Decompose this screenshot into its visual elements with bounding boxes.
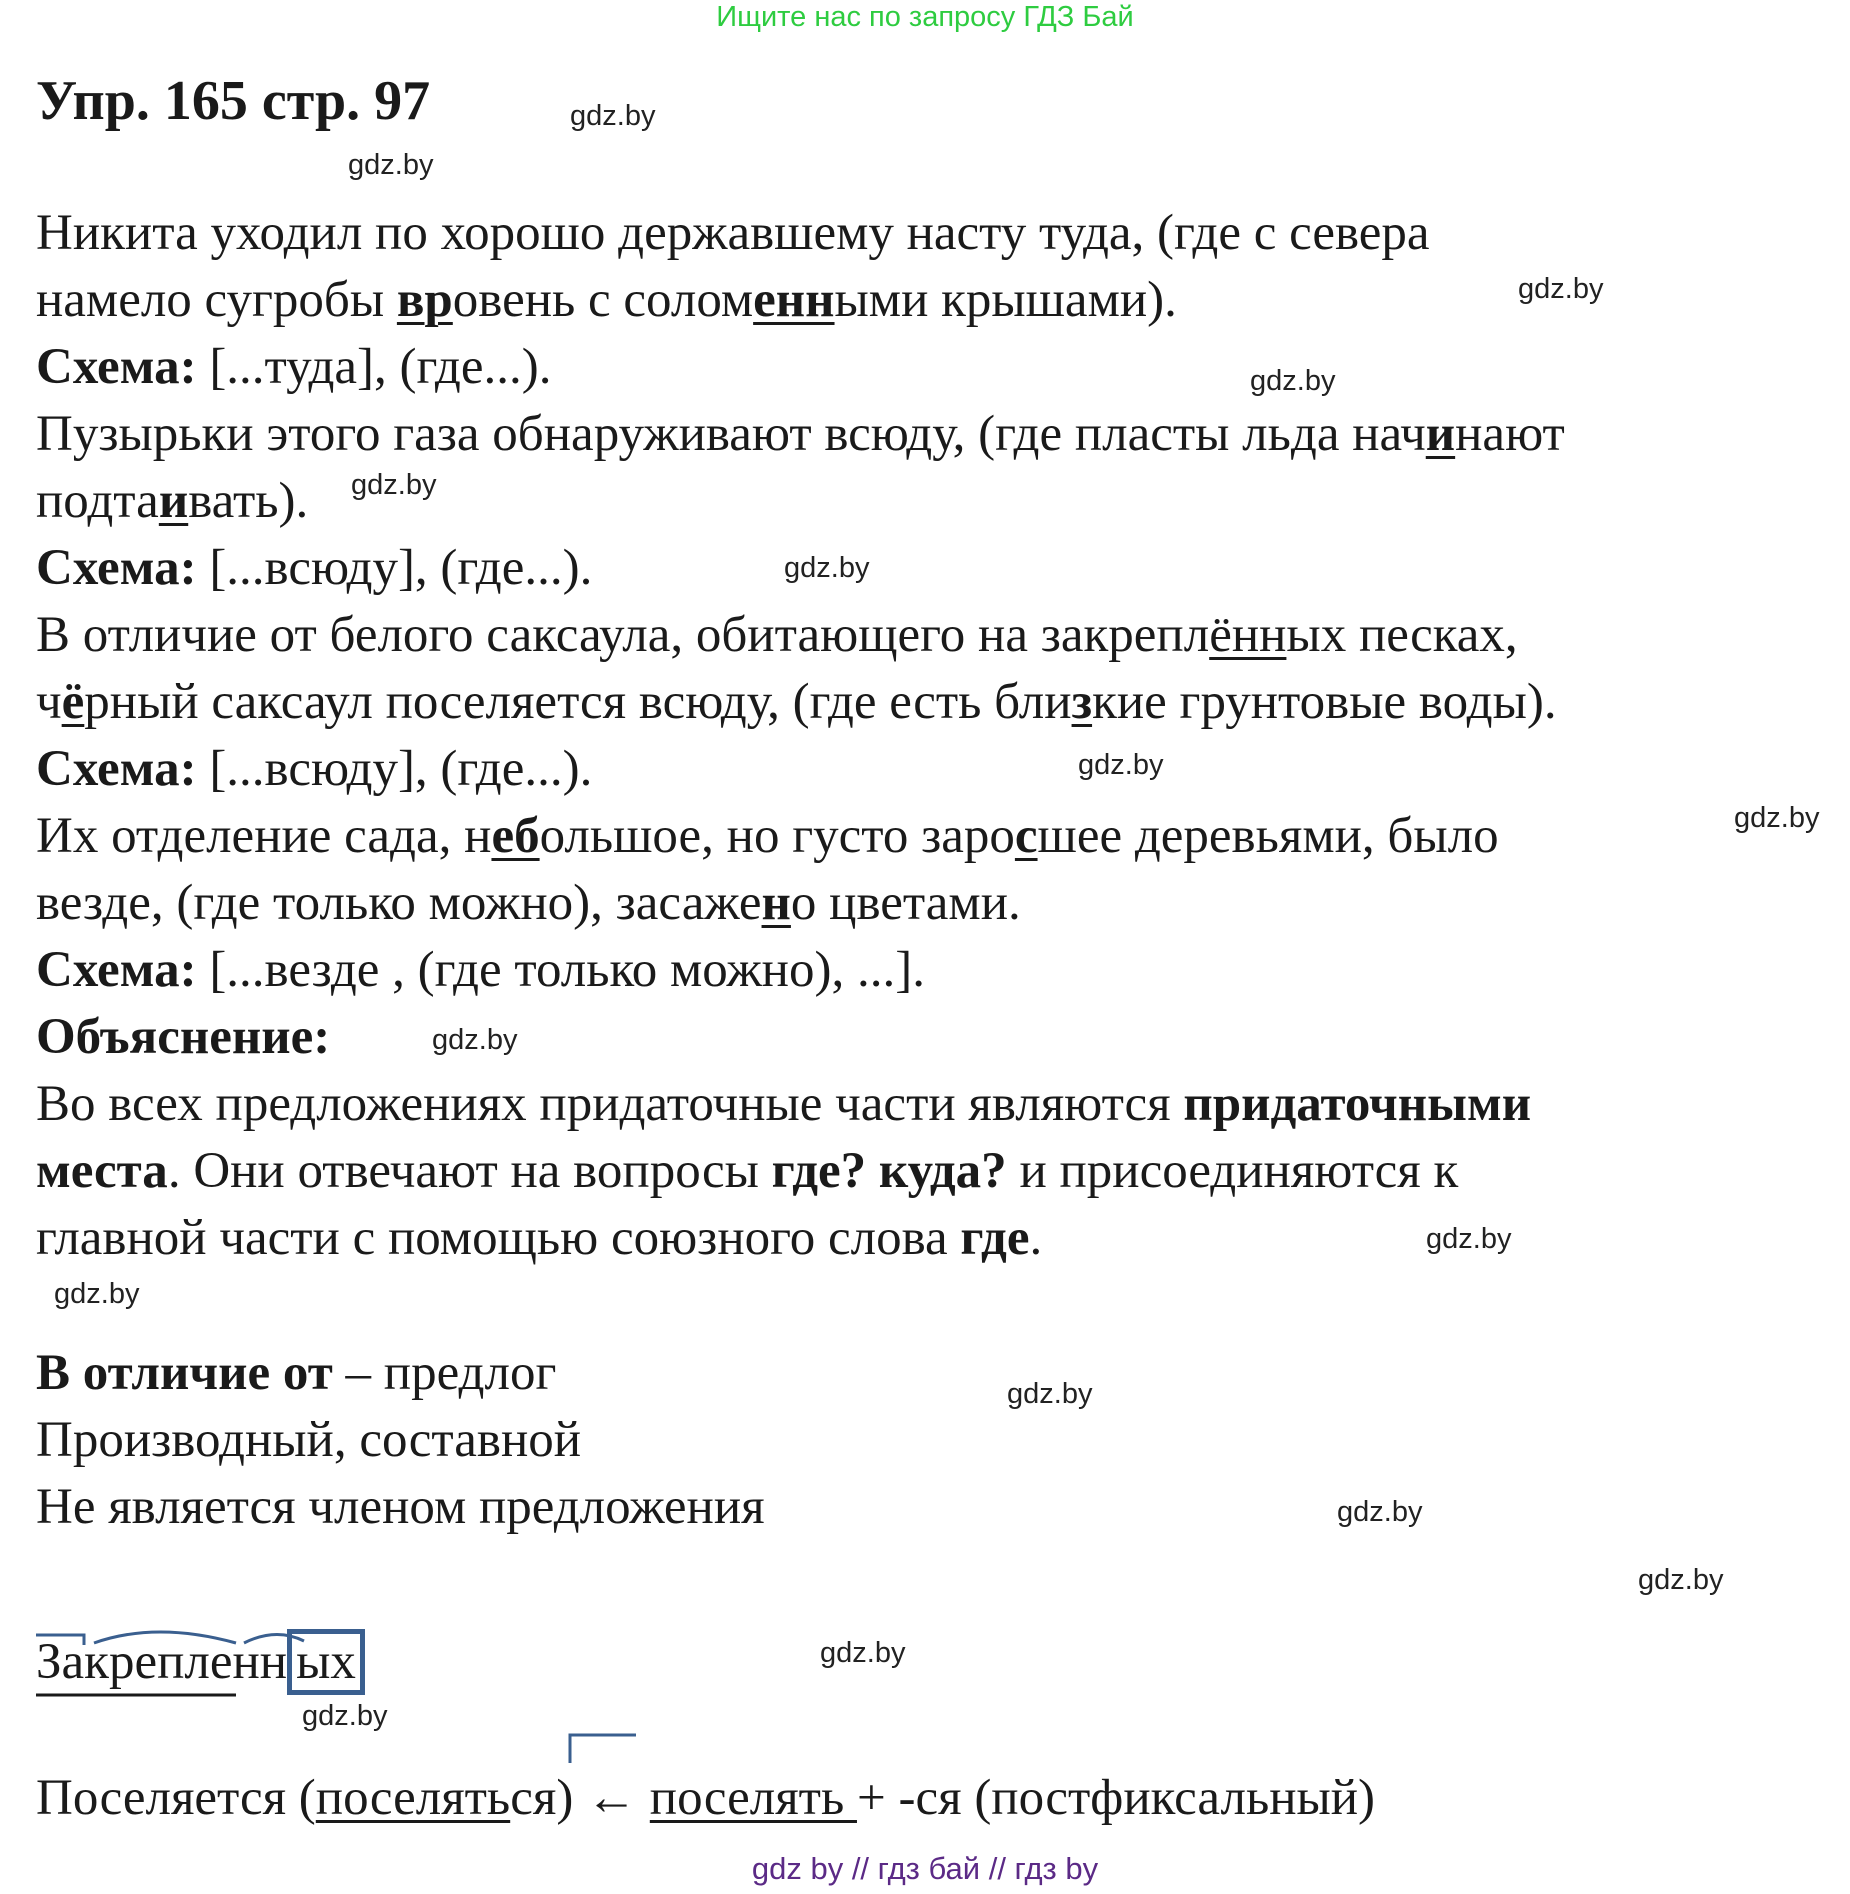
watermark: gdz.by [302,1700,388,1732]
watermark: gdz.by [1638,1564,1724,1596]
sentence-3-line-2: чёрный саксаул поселяется всюду, (где есть близкие грунтовые воды). [36,674,1557,730]
watermark: gdz.by [1518,273,1604,305]
watermark: gdz.by [432,1024,518,1056]
watermark: gdz.by [348,149,434,181]
orthogram: с [1014,808,1038,864]
orthogram: еб [491,808,540,864]
sentence-3-line-1: В отличие от белого саксаула, обитающего на закреплённых песках, [36,607,1518,663]
watermark: gdz.by [1734,802,1820,834]
page-title: Упр. 165 стр. 97 [36,70,431,132]
exercise-content [36,200,1826,1832]
schema-3: Схема: [...всюду], (где...). [36,741,593,797]
watermark: gdz.by [1337,1496,1423,1528]
schema-label: Схема: [36,741,197,797]
watermark: gdz.by [351,469,437,501]
schema-4: Схема: [...везде , (где только можно), ...]. [36,942,925,998]
preposition-analysis-line-3: Не является членом предложения [36,1479,765,1535]
spacer [36,1541,1826,1607]
watermark: gdz.by [1078,749,1164,781]
orthogram: и [158,473,189,529]
orthogram: ённ [1209,607,1287,663]
orthogram: енн [753,272,835,328]
morpheme-analysis-1 [36,1607,1826,1707]
morpheme-analysis-2: Поселяется (поселяться) ← поселять + -ся (постфиксальный) [36,1765,1826,1832]
orthogram: ё [61,674,85,730]
orthogram: вр [396,272,453,328]
sentence-1-line-2: намело сугробы вровень с соломенными крышами). [36,272,1177,328]
explanation-line-2: места. Они отвечают на вопросы где? куда? и присоединяются к [36,1143,1459,1199]
watermark: gdz.by [1250,365,1336,397]
suffix-marks [36,1727,1036,1777]
spacer [36,1272,1826,1340]
watermark: gdz.by [570,100,656,132]
schema-1: Схема: [...туда], (где...). [36,339,552,395]
sentence-4-line-1: Их отделение сада, небольшое, но густо заросшее деревьями, было [36,808,1499,864]
schema-label: Схема: [36,540,197,596]
schema-label: Схема: [36,339,197,395]
watermark: gdz.by [784,552,870,584]
explanation-line-1: Во всех предложениях придаточные части являются придаточными [36,1076,1532,1132]
sentence-2-line-1: Пузырьки этого газа обнаруживают всюду, (где пласты льда начинают [36,406,1565,462]
orthogram: и [1425,406,1456,462]
watermark: gdz.by [54,1278,140,1310]
schema-2: Схема: [...всюду], (где...). [36,540,593,596]
watermark: gdz.by [1426,1223,1512,1255]
sentence-2-line-2: подтаивать). [36,473,309,529]
watermark: gdz.by [1007,1378,1093,1410]
orthogram: н [761,875,791,931]
footer-links: gdz by // гдз бай // гдз by [751,1851,1099,1886]
top-banner: Ищите нас по запросу ГДЗ Бай [716,1,1134,33]
explanation-line-3: главной части с помощью союзного слова где. [36,1210,1043,1266]
sentence-1-line-1: Никита уходил по хорошо державшему насту туда, (где с севера [36,205,1430,261]
preposition-analysis-line-2: Производный, составной [36,1412,582,1468]
watermark: gdz.by [820,1637,906,1669]
ending-box: ых [287,1629,365,1695]
morpheme-word: Закрепленн ых [36,1629,365,1696]
sentence-4-line-2: везде, (где только можно), засажено цветами. [36,875,1021,931]
explanation-heading: Объяснение: [36,1009,331,1065]
preposition-analysis-line-1: В отличие от – предлог [36,1345,557,1401]
schema-label: Схема: [36,942,197,998]
orthogram: з [1071,674,1093,730]
